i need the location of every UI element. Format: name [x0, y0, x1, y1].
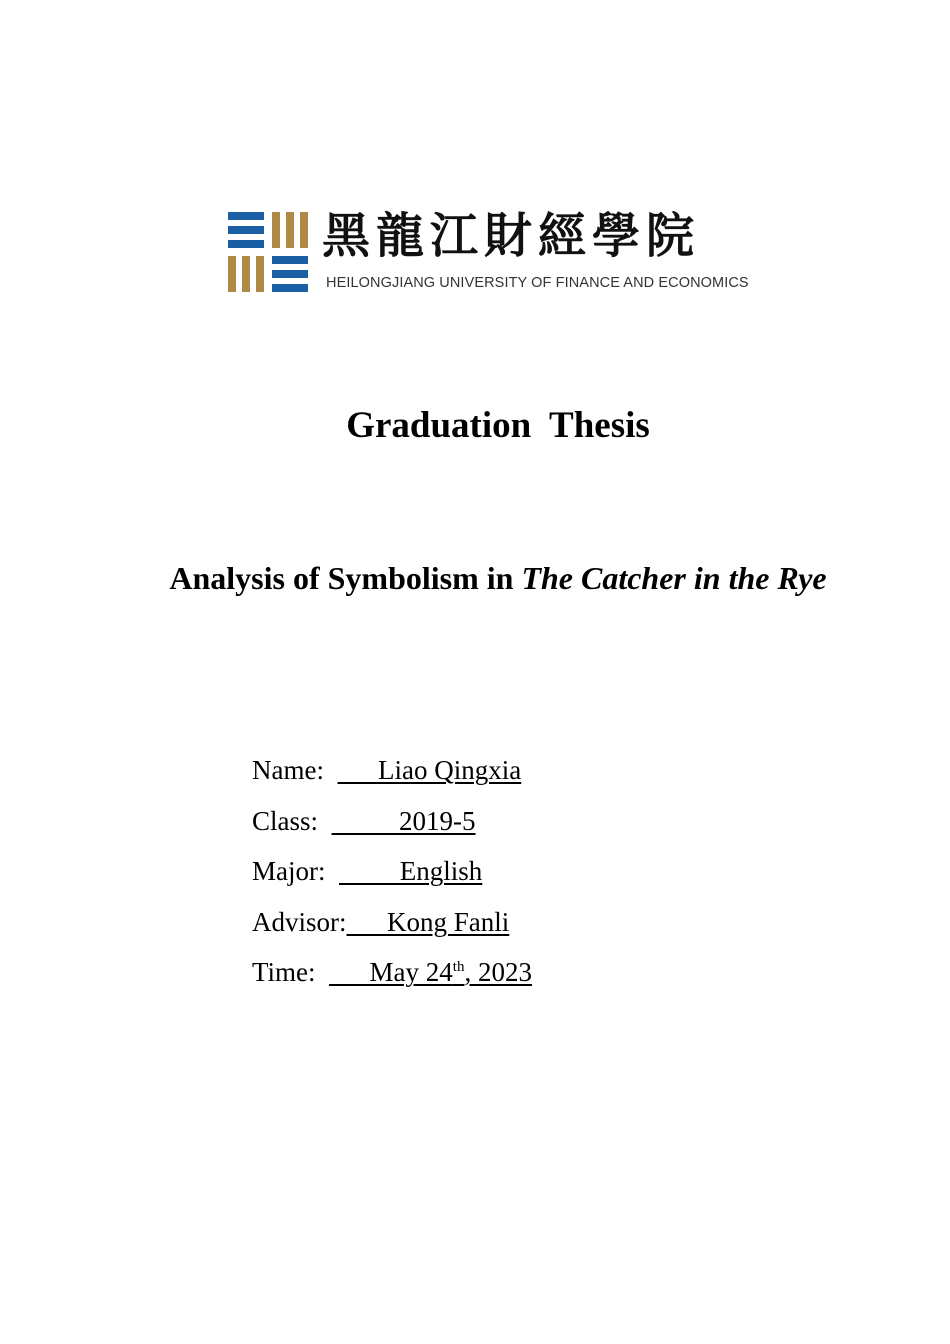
info-row-major	[252, 853, 532, 904]
thesis-title-prefix: Analysis of Symbolism in	[169, 560, 522, 596]
major-value: English	[339, 856, 483, 886]
logo-english-name: HEILONGJIANG UNIVERSITY OF FINANCE AND ECONOMICS	[326, 275, 749, 291]
major-label: Major:	[252, 856, 326, 886]
thesis-title	[0, 560, 950, 597]
time-value-suffix: th	[452, 959, 465, 975]
info-row-name	[252, 752, 532, 803]
thesis-title-book: The Catcher in the Rye	[521, 560, 827, 596]
student-info	[252, 752, 532, 1005]
logo-chinese-name: 黑龍江財經學院	[322, 208, 701, 264]
document-title: Graduation Thesis	[346, 405, 650, 446]
advisor-value: Kong Fanli	[346, 906, 510, 937]
university-emblem-icon	[228, 212, 308, 292]
time-value-year: , 2023	[464, 957, 532, 987]
time-value	[329, 957, 532, 987]
info-row-time	[252, 954, 532, 1005]
university-logo	[228, 205, 773, 295]
info-row-class	[252, 803, 532, 854]
info-row-advisor	[252, 904, 532, 955]
name-label: Name:	[252, 755, 324, 785]
advisor-label: Advisor:	[252, 906, 347, 937]
time-value-date: May 24	[329, 957, 453, 987]
class-value: 2019-5	[331, 805, 476, 836]
class-label: Class:	[252, 805, 319, 836]
name-value: Liao Qingxia	[337, 755, 522, 785]
time-label: Time:	[252, 957, 316, 987]
